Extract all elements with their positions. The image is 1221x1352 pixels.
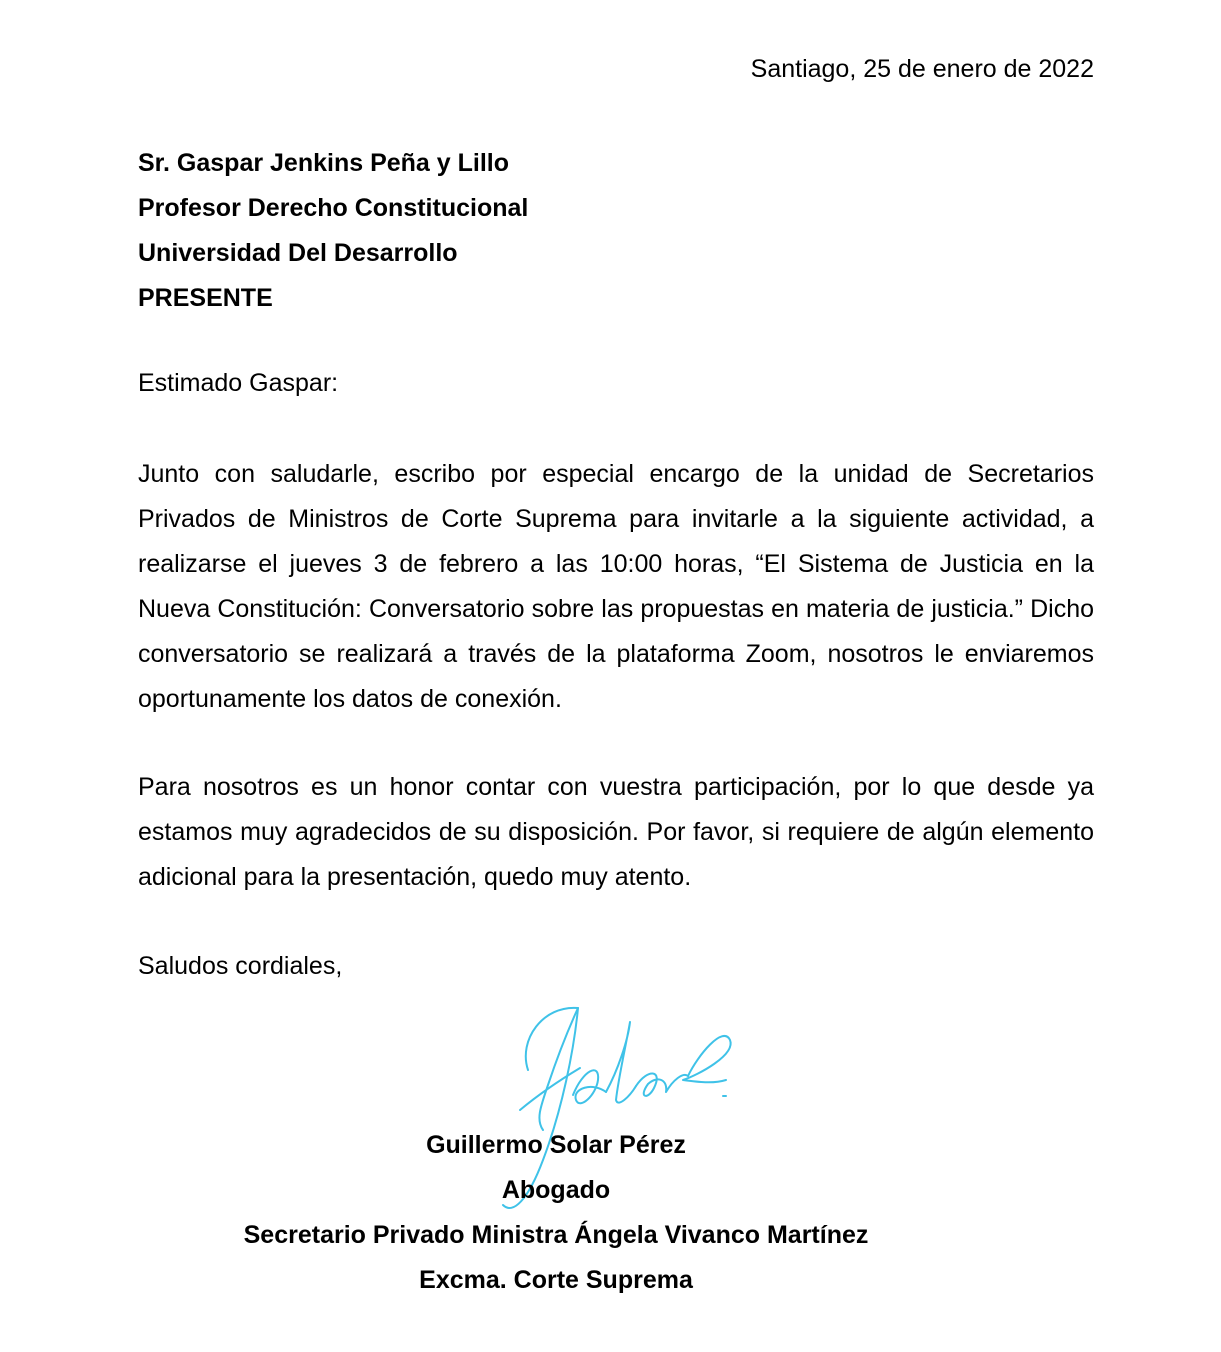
signer-block: [138, 1123, 1094, 1303]
recipient-block: [138, 141, 528, 321]
signer-name: Guillermo Solar Pérez: [426, 1131, 686, 1159]
recipient-title: Profesor Derecho Constitucional: [138, 194, 529, 222]
signer-profession: Abogado: [501, 1176, 611, 1204]
body-paragraph-2: Para nosotros es un honor contar con vuestra participación, por lo que desde ya estamos muy agradecidos de su disposición. Por favor, si requiere de algún elemento adicional para la presentación, quedo muy atento.: [138, 773, 1094, 891]
signer-court: Excma. Corte Suprema: [419, 1266, 693, 1294]
signer-position: Secretario Privado Ministra Ángela Vivanco Martínez: [243, 1221, 869, 1249]
salutation: Estimado Gaspar:: [138, 369, 339, 397]
recipient-institution: Universidad Del Desarrollo: [138, 239, 458, 267]
recipient-presente: PRESENTE: [138, 284, 273, 312]
recipient-name: Sr. Gaspar Jenkins Peña y Lillo: [138, 149, 509, 177]
body-paragraph-1: Junto con saludarle, escribo por especial encargo de la unidad de Secretarios Privados de Ministros de Corte Suprema para invitarle a la siguiente actividad, a realizarse el jueves 3 de febrero a las 10:00 horas, “El Sistema de Justicia en la Nueva Constitución: Conversatorio sobre las propuestas en materia de justicia.” Dicho conversatorio se realizará a través de la plataforma Zoom, nosotros le enviaremos oportunamente los datos de conexión.: [138, 460, 1094, 713]
letter-date: Santiago, 25 de enero de 2022: [750, 55, 1094, 83]
closing-line: Saludos cordiales,: [138, 952, 343, 980]
